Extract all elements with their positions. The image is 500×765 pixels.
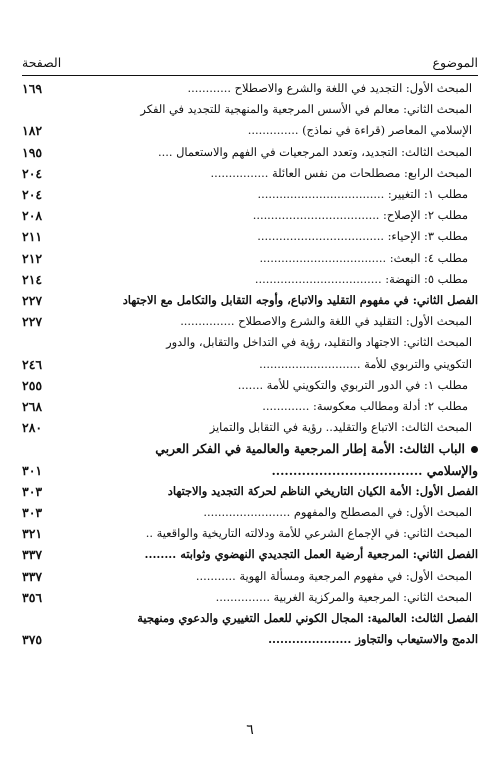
toc-entry-line: المبحث الرابع: مصطلحات من نفس العائلة ................ (210, 165, 472, 180)
page-number: ٦ (246, 722, 254, 738)
toc-entry-line: الدمج والاستيعاب والتجاوز ..................... (268, 632, 478, 647)
toc-header (22, 54, 478, 72)
toc-page-number: ٣٠١ (22, 462, 43, 478)
toc-chapter-entry (22, 544, 478, 565)
toc-entry (22, 205, 478, 226)
toc-entry-title (64, 184, 478, 205)
toc-chapter-entry (22, 481, 478, 502)
toc-page-number: ٣٧٥ (22, 632, 43, 648)
toc-entry-line: المبحث الأول: التجديد في اللغة والشرع والاصطلاح ............ (187, 81, 472, 95)
toc-entry-line: التكويني والتربوي للأمة ............................ (259, 356, 472, 371)
toc-entry-title (64, 99, 478, 141)
toc-entry (22, 417, 478, 438)
toc-entry-line: مطلب ١: التغيير: ................................... (257, 187, 468, 202)
toc-entry (22, 184, 478, 205)
page-column-heading: الصفحة (22, 55, 62, 70)
toc-part-entry (22, 438, 478, 480)
toc-page-number: ٢٠٤ (22, 187, 43, 203)
toc-page-number: ٢١٤ (22, 271, 43, 287)
toc-page-number: ٢١٢ (22, 250, 43, 266)
toc-entry-title (64, 269, 478, 290)
toc-entry (22, 269, 478, 290)
toc-entry-title (64, 587, 478, 608)
toc-entry-title (64, 544, 478, 565)
toc-entry (22, 163, 478, 184)
toc-page-number: ٢٦٨ (22, 399, 43, 415)
toc-page-number: ٢٠٨ (22, 208, 43, 224)
toc-list (22, 78, 478, 650)
toc-entry-line: المبحث الثاني: الاجتهاد والتقليد، رؤية في التداخل والتقابل، والدور (166, 335, 472, 350)
toc-entry-title (64, 226, 478, 247)
toc-entry-line: الفصل الثاني: المرجعية أرضية العمل التجديدي النهضوي وثوابته ........ (144, 547, 478, 562)
toc-entry-line: المبحث الثاني: المرجعية والمركزية الغربية ............... (215, 589, 472, 604)
toc-entry-line: مطلب ٢: الإصلاح: ................................... (252, 208, 468, 223)
toc-chapter-entry (22, 290, 478, 311)
bullet-icon (471, 446, 478, 453)
toc-page-number: ٣٣٧ (22, 547, 43, 563)
toc-entry-line: المبحث الثاني: معالم في الأسس المرجعية والمنهجية للتجديد في الفكر (140, 102, 472, 117)
toc-entry-line: المبحث الأول: في المصطلح والمفهوم ........................ (203, 505, 472, 520)
toc-entry-line: الفصل الثاني: في مفهوم التقليد والاتباع، وأوجه التقابل والتكامل مع الاجتهاد (122, 293, 478, 308)
toc-entry-title (64, 502, 478, 523)
toc-page-number: ٢١١ (22, 229, 43, 245)
toc-entry-line: الفصل الثالث: العالمية: المجال الكوني للعمل التغييري والدعوي ومنهجية (137, 611, 478, 626)
toc-entry (22, 375, 478, 396)
toc-entry-line: المبحث الأول: التقليد في اللغة والشرع والاصطلاح ............... (180, 314, 472, 329)
toc-entry-title (64, 142, 478, 163)
toc-entry-line: المبحث الثاني: في الإجماع الشرعي للأمة ودلالته التاريخية والواقعية .. (145, 526, 472, 541)
toc-entry (22, 396, 478, 417)
toc-entry-title (64, 163, 478, 184)
toc-page (22, 54, 478, 650)
toc-entry (22, 78, 478, 99)
toc-entry-line: مطلب ١: في الدور التربوي والتكويني للأمة ....... (237, 377, 468, 392)
toc-page-number: ٣٠٣ (22, 483, 43, 499)
toc-entry (22, 566, 478, 587)
toc-page-number: ٢٥٥ (22, 377, 43, 393)
toc-entry-line: مطلب ٣: الإحياء: ................................... (257, 229, 468, 244)
toc-page-number: ٢٢٧ (22, 293, 43, 309)
toc-entry-line: والإسلامي ................................... (271, 462, 478, 478)
toc-page-number: ٣٥٦ (22, 589, 43, 605)
toc-entry-title (64, 417, 478, 438)
toc-entry-title (64, 608, 478, 650)
toc-entry-line: الإسلامي المعاصر (قراءة في نماذج) .............. (247, 123, 472, 138)
toc-entry-title (64, 396, 478, 417)
toc-entry-line: المبحث الثالث: التجديد، وتعدد المرجعيات في الفهم والاستعمال .... (158, 144, 472, 159)
toc-chapter-entry (22, 608, 478, 650)
toc-entry-title (64, 523, 478, 544)
toc-page-number: ١٩٥ (22, 144, 43, 160)
toc-entry (22, 523, 478, 544)
toc-entry-line: الفصل الأول: الأمة الكيان التاريخي الناظم لحركة التجديد والاجتهاد (167, 483, 478, 498)
toc-entry-title (64, 248, 478, 269)
toc-page-number: ٢٠٤ (22, 165, 43, 181)
toc-entry-title (64, 438, 478, 480)
header-rule (22, 75, 478, 76)
toc-page-number: ١٦٩ (22, 81, 43, 96)
topic-column-heading: الموضوع (432, 55, 478, 70)
toc-entry-line: مطلب ٥: النهضة: ................................... (254, 271, 468, 286)
toc-entry-title (64, 290, 478, 311)
toc-entry-line: الباب الثالث: الأمة إطار المرجعية والعالمية في الفكر العربي (155, 441, 465, 457)
toc-entry (22, 311, 478, 332)
toc-entry-title (64, 205, 478, 226)
toc-page-number: ٢٨٠ (22, 420, 43, 436)
toc-page-number: ٣٣٧ (22, 568, 43, 584)
toc-page-number: ٢٤٦ (22, 356, 43, 372)
toc-entry-line-wrap (64, 438, 478, 459)
toc-entry-line: مطلب ٢: أدلة ومطالب معكوسة: ............. (262, 399, 468, 414)
toc-entry-title (64, 375, 478, 396)
toc-entry (22, 332, 478, 374)
toc-entry-line: المبحث الأول: في مفهوم المرجعية ومسألة الهوية ........... (195, 568, 472, 583)
toc-entry (22, 99, 478, 141)
toc-page-number: ٢٢٧ (22, 314, 43, 330)
toc-entry (22, 248, 478, 269)
toc-entry (22, 226, 478, 247)
toc-entry (22, 502, 478, 523)
toc-entry-title (64, 78, 478, 99)
toc-page-number: ٣٢١ (22, 526, 43, 542)
toc-entry (22, 587, 478, 608)
toc-page-number: ٣٠٣ (22, 505, 43, 521)
toc-entry-line: المبحث الثالث: الاتباع والتقليد.. رؤية في التقابل والتمايز (209, 420, 472, 435)
toc-entry-title (64, 332, 478, 374)
toc-entry (22, 142, 478, 163)
toc-entry-title (64, 566, 478, 587)
toc-page-number: ١٨٢ (22, 123, 43, 139)
toc-entry-title (64, 481, 478, 502)
toc-entry-title (64, 311, 478, 332)
toc-entry-line: مطلب ٤: البعث: ................................... (259, 250, 468, 265)
